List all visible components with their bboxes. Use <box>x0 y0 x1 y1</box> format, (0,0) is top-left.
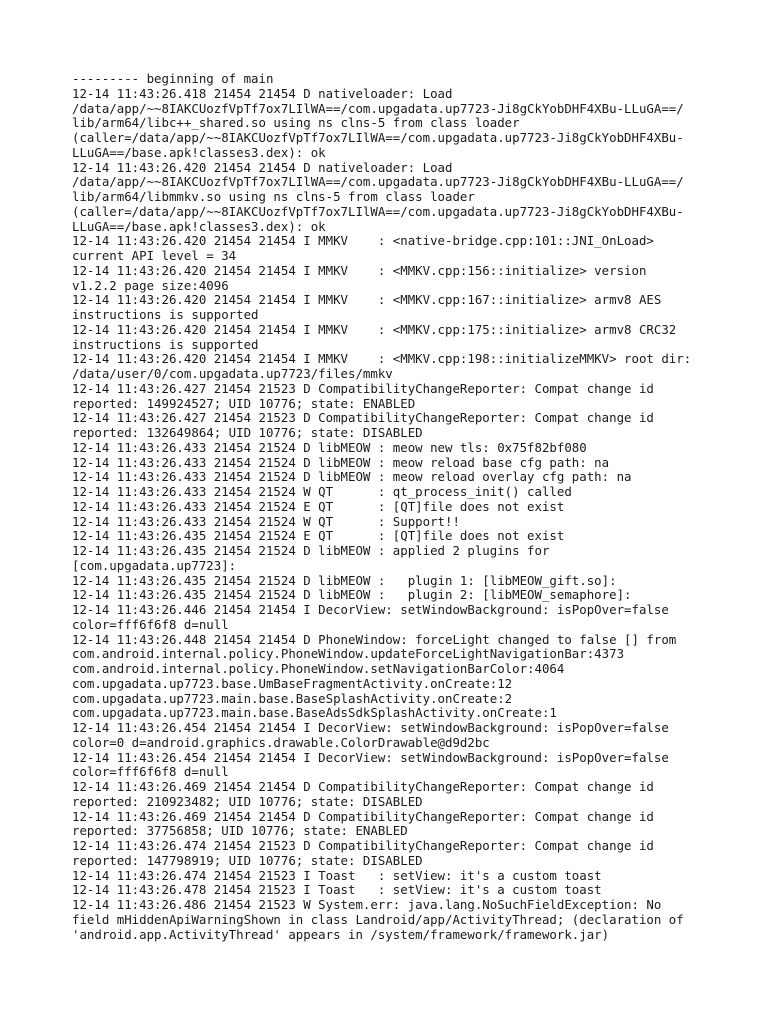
log-line: com.upgadata.up7723.main.base.BaseSplashActivity.onCreate:2 <box>72 691 513 706</box>
log-line: /data/app/~~8IAKCUozfVpTf7ox7LIlWA==/com.upgadata.up7723-Ji8gCkYobDHF4XBu-LLuGA==/ <box>72 175 684 190</box>
log-line: [com.upgadata.up7723]: <box>72 558 237 573</box>
log-line: 12-14 11:43:26.474 21454 21523 I Toast : setView: it's a custom toast <box>72 868 602 883</box>
log-line: instructions is supported <box>72 337 259 352</box>
log-line: 12-14 11:43:26.469 21454 21454 D CompatibilityChangeReporter: Compat change id <box>72 809 654 824</box>
log-line: 'android.app.ActivityThread' appears in /system/framework/framework.jar) <box>72 927 610 942</box>
log-document <box>72 72 702 942</box>
log-line: reported: 132649864; UID 10776; state: DISABLED <box>72 426 423 440</box>
log-line: 12-14 11:43:26.433 21454 21524 W QT : qt_process_init() called <box>72 485 572 499</box>
log-line: 12-14 11:43:26.469 21454 21454 D CompatibilityChangeReporter: Compat change id <box>72 780 654 794</box>
log-line: 12-14 11:43:26.433 21454 21524 W QT : Support!! <box>72 514 460 529</box>
log-line: reported: 37756858; UID 10776; state: ENABLED <box>72 824 408 839</box>
log-line: 12-14 11:43:26.420 21454 21454 I MMKV : <MMKV.cpp:175::initialize> armv8 CRC32 <box>72 322 677 337</box>
log-line: 12-14 11:43:26.420 21454 21454 I MMKV : <MMKV.cpp:167::initialize> armv8 AES <box>72 293 662 308</box>
log-line: com.upgadata.up7723.base.UmBaseFragmentActivity.onCreate:12 <box>72 676 513 691</box>
log-line: (caller=/data/app/~~8IAKCUozfVpTf7ox7LIlWA==/com.upgadata.up7723-Ji8gCkYobDHF4XBu- <box>72 131 684 145</box>
log-line: 12-14 11:43:26.435 21454 21524 E QT : [QT]file does not exist <box>72 529 565 544</box>
log-line: 12-14 11:43:26.433 21454 21524 D libMEOW : meow reload base cfg path: na <box>72 455 610 470</box>
log-line: com.android.internal.policy.PhoneWindow.updateForceLightNavigationBar:4373 <box>72 647 625 662</box>
log-line: LLuGA==/base.apk!classes3.dex): ok <box>72 219 326 234</box>
log-line: 12-14 11:43:26.420 21454 21454 D nativeloader: Load <box>72 160 453 175</box>
log-line: 12-14 11:43:26.435 21454 21524 D libMEOW : applied 2 plugins for <box>72 544 550 558</box>
log-line: 12-14 11:43:26.418 21454 21454 D nativeloader: Load <box>72 86 453 101</box>
log-line: color=fff6f6f8 d=null <box>72 617 229 632</box>
log-line: reported: 147798919; UID 10776; state: DISABLED <box>72 853 423 868</box>
log-line: 12-14 11:43:26.420 21454 21454 I MMKV : <MMKV.cpp:198::initializeMMKV> root dir: <box>72 352 692 367</box>
log-line: 12-14 11:43:26.474 21454 21523 D CompatibilityChangeReporter: Compat change id <box>72 839 654 853</box>
log-line: 12-14 11:43:26.427 21454 21523 D CompatibilityChangeReporter: Compat change id <box>72 411 654 426</box>
log-line: 12-14 11:43:26.454 21454 21454 I DecorView: setWindowBackground: isPopOver=false <box>72 750 669 765</box>
log-line: /data/app/~~8IAKCUozfVpTf7ox7LIlWA==/com.upgadata.up7723-Ji8gCkYobDHF4XBu-LLuGA==/ <box>72 101 684 116</box>
log-line: /data/user/0/com.upgadata.up7723/files/mmkv <box>72 367 393 381</box>
log-line: reported: 149924527; UID 10776; state: ENABLED <box>72 396 416 411</box>
log-line: 12-14 11:43:26.435 21454 21524 D libMEOW : plugin 2: [libMEOW_semaphore]: <box>72 588 632 603</box>
log-line: 12-14 11:43:26.454 21454 21454 I DecorView: setWindowBackground: isPopOver=false <box>72 721 669 735</box>
log-line: com.android.internal.policy.PhoneWindow.setNavigationBarColor:4064 <box>72 662 565 676</box>
log-line: lib/arm64/libmmkv.so using ns clns-5 from class loader <box>72 190 475 204</box>
log-line: 12-14 11:43:26.435 21454 21524 D libMEOW : plugin 1: [libMEOW_gift.so]: <box>72 573 617 588</box>
log-line: (caller=/data/app/~~8IAKCUozfVpTf7ox7LIlWA==/com.upgadata.up7723-Ji8gCkYobDHF4XBu- <box>72 204 684 219</box>
log-line: 12-14 11:43:26.478 21454 21523 I Toast : setView: it's a custom toast <box>72 883 602 898</box>
log-line: reported: 210923482; UID 10776; state: DISABLED <box>72 794 423 809</box>
log-line: field mHiddenApiWarningShown in class Landroid/app/ActivityThread; (declaration of <box>72 912 684 927</box>
log-line: --------- beginning of main <box>72 72 274 86</box>
log-line: 12-14 11:43:26.433 21454 21524 E QT : [QT]file does not exist <box>72 499 565 514</box>
log-line: instructions is supported <box>72 308 259 322</box>
log-line: com.upgadata.up7723.main.base.BaseAdsSdkSplashActivity.onCreate:1 <box>72 706 557 721</box>
log-line: 12-14 11:43:26.486 21454 21523 W System.err: java.lang.NoSuchFieldException: No <box>72 898 662 912</box>
log-line: 12-14 11:43:26.446 21454 21454 I DecorView: setWindowBackground: isPopOver=false <box>72 603 669 617</box>
log-line: LLuGA==/base.apk!classes3.dex): ok <box>72 145 326 160</box>
log-line: 12-14 11:43:26.448 21454 21454 D PhoneWindow: forceLight changed to false [] from <box>72 632 677 647</box>
log-line: lib/arm64/libc++_shared.so using ns clns-5 from class loader <box>72 116 520 131</box>
log-line: 12-14 11:43:26.427 21454 21523 D CompatibilityChangeReporter: Compat change id <box>72 381 654 396</box>
log-line: v1.2.2 page size:4096 <box>72 278 229 293</box>
log-line: color=fff6f6f8 d=null <box>72 765 229 780</box>
log-line: 12-14 11:43:26.433 21454 21524 D libMEOW : meow new tls: 0x75f82bf080 <box>72 440 587 455</box>
log-line: current API level = 34 <box>72 249 237 263</box>
log-line: color=0 d=android.graphics.drawable.ColorDrawable@d9d2bc <box>72 735 490 750</box>
log-line: 12-14 11:43:26.420 21454 21454 I MMKV : <MMKV.cpp:156::initialize> version <box>72 263 647 278</box>
log-line: 12-14 11:43:26.420 21454 21454 I MMKV : <native-bridge.cpp:101::JNI_OnLoad> <box>72 234 654 249</box>
log-line: 12-14 11:43:26.433 21454 21524 D libMEOW : meow reload overlay cfg path: na <box>72 470 632 485</box>
